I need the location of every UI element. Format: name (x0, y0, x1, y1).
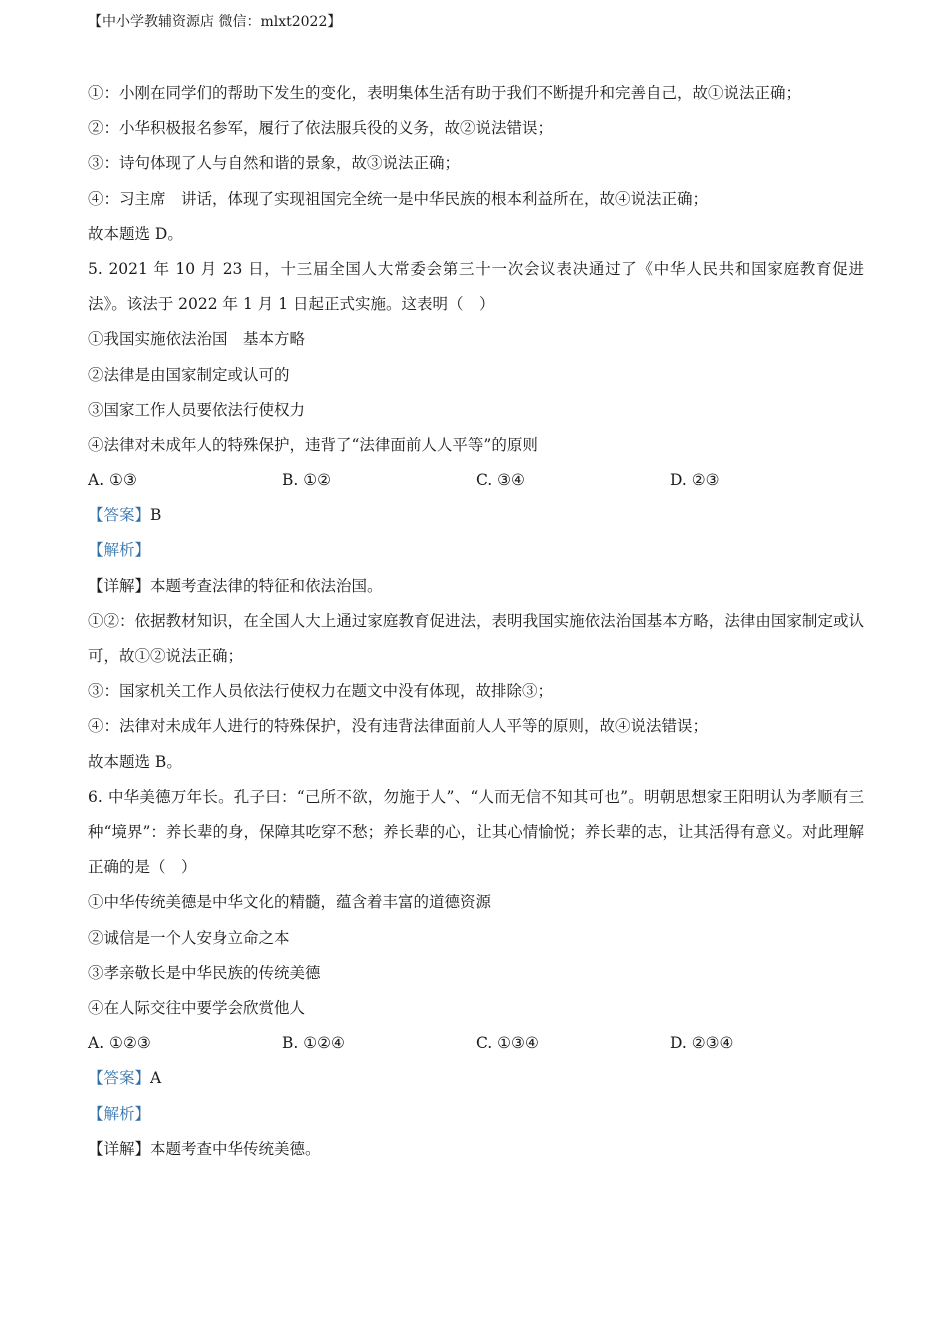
detail-line (88, 1132, 864, 1167)
option-d: D. ②③ (670, 471, 720, 490)
statement-item: ①我国实施依法治国 基本方略 (88, 330, 306, 349)
option-a: A. ①③ (88, 471, 137, 490)
document-body (88, 76, 864, 1167)
analysis-tag: 【解析】 (88, 1104, 151, 1123)
question-stem: 5. 2021 年 10 月 23 日，十三届全国人大常委会第三十一次会议表决通过了《中华人民共和国家庭教育促进法》。该法于 2022 年 1 月 1 日起正式实施。这表明（ ） (88, 259, 864, 314)
statement-item: ①中华传统美德是中华文化的精髓，蕴含着丰富的道德资源 (88, 893, 492, 912)
option-d: D. ②③④ (670, 1034, 734, 1053)
analysis-line: ④：法律对未成年人进行的特殊保护，没有违背法律面前人人平等的原则，故④说法错误； (88, 717, 709, 736)
prev-analysis (88, 76, 864, 252)
detail-tag: 【详解】 (88, 576, 151, 595)
answer-value: A (150, 1069, 162, 1088)
statement-item: ③国家工作人员要依法行使权力 (88, 400, 306, 419)
detail-tag: 【详解】 (88, 1139, 151, 1158)
statement-item: ④法律对未成年人的特殊保护，违背了“法律面前人人平等”的原则 (88, 435, 538, 454)
answer-value: B (150, 506, 162, 525)
answer-options (88, 463, 864, 498)
answer-tag: 【答案】 (88, 1069, 151, 1088)
statement-item: ③孝亲敬长是中华民族的传统美德 (88, 963, 321, 982)
statement-item: ②诚信是一个人安身立命之本 (88, 928, 290, 947)
analysis-line: ③：国家机关工作人员依法行使权力在题文中没有体现，故排除③； (88, 682, 554, 701)
option-b: B. ①② (282, 471, 332, 490)
option-c: C. ③④ (476, 471, 525, 490)
option-c: C. ①③④ (476, 1034, 539, 1053)
detail-text: 本题考查法律的特征和依法治国。 (150, 576, 383, 595)
analysis-heading (88, 1097, 864, 1132)
statement-item: ④在人际交往中要学会欣赏他人 (88, 998, 306, 1017)
analysis-paragraph: ①②：依据教材知识，在全国人大上通过家庭教育促进法，表明我国实施依法治国基本方略，法律由国家制定或认可，故①②说法正确； (88, 611, 864, 666)
question-stem: 6. 中华美德万年长。孔子曰：“己所不欲，勿施于人”、“人而无信不知其可也”。明朝思想家王阳明认为孝顺有三种“境界”：养长辈的身，保障其吃穿不愁；养长辈的心，让其心情愉悦；养长辈的志，让其活得有意义。对此理解正确的是（ ） (88, 787, 864, 877)
question-6 (88, 780, 864, 1167)
answer-tag: 【答案】 (88, 506, 151, 525)
statement-item: ②法律是由国家制定或认可的 (88, 365, 290, 384)
conclusion-line: 故本题选 B。 (88, 752, 182, 771)
analysis-line: ②：小华积极报名参军，履行了依法服兵役的义务，故②说法错误； (88, 119, 554, 138)
conclusion-line: 故本题选 D。 (88, 224, 183, 243)
analysis-heading (88, 533, 864, 568)
analysis-line: ③：诗句体现了人与自然和谐的景象，故③说法正确； (88, 154, 461, 173)
question-5 (88, 252, 864, 780)
analysis-line: ①：小刚在同学们的帮助下发生的变化，表明集体生活有助于我们不断提升和完善自己，故①说法正确； (88, 84, 802, 102)
analysis-tag: 【解析】 (88, 541, 151, 560)
option-a: A. ①②③ (88, 1034, 151, 1053)
detail-text: 本题考查中华传统美德。 (150, 1139, 321, 1158)
option-b: B. ①②④ (282, 1034, 345, 1053)
detail-line (88, 569, 864, 604)
answer-line (88, 498, 864, 533)
analysis-line: ④：习主席 讲话，体现了实现祖国完全统一是中华民族的根本利益所在，故④说法正确； (88, 189, 709, 208)
page-header: 【中小学教辅资源店 微信：mlxt2022】 (88, 14, 342, 30)
answer-options (88, 1026, 864, 1061)
answer-line (88, 1061, 864, 1096)
